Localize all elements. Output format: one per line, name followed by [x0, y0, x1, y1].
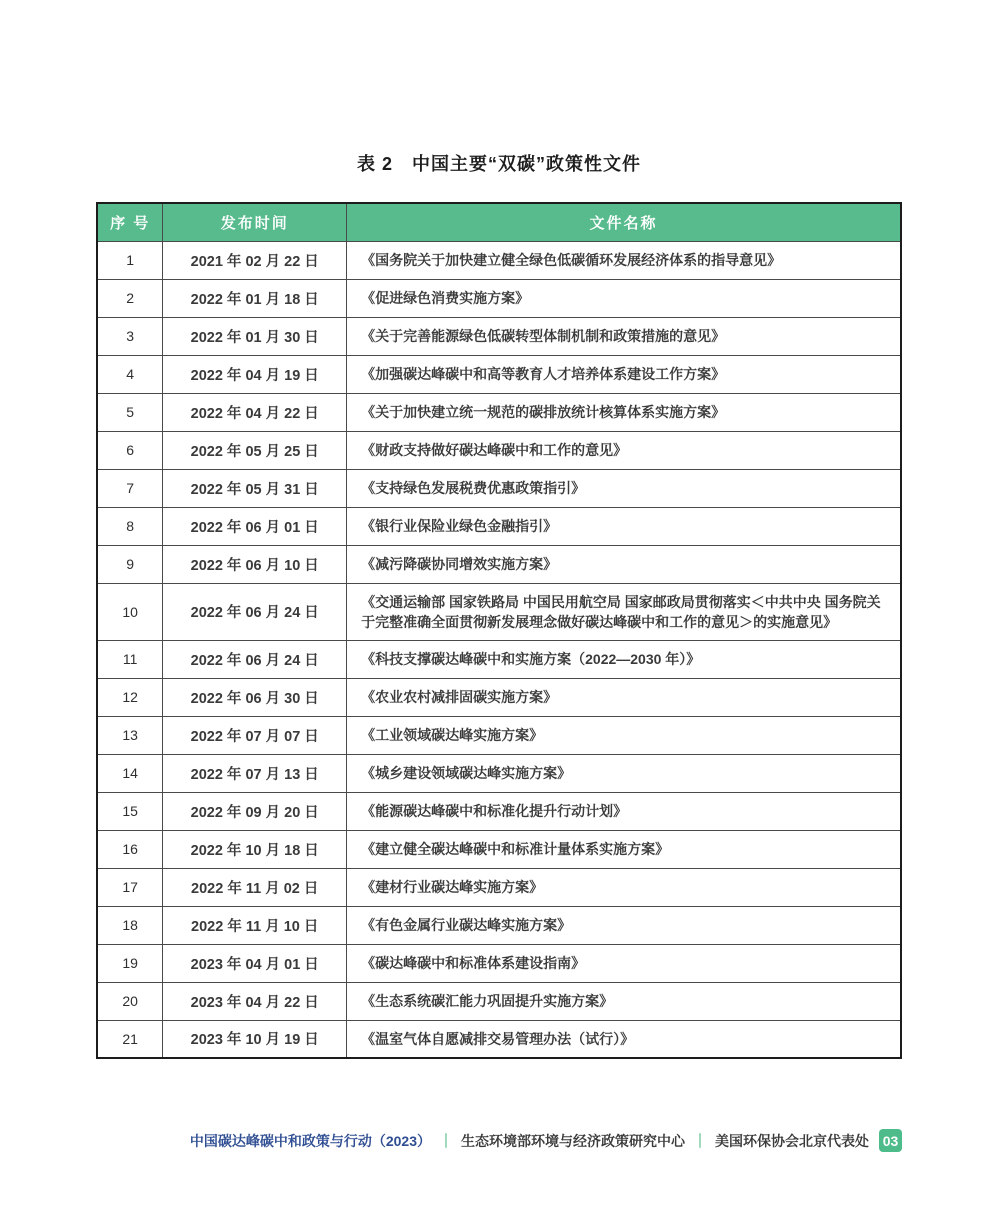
document-name-cell: 《生态系统碳汇能力巩固提升实施方案》: [347, 982, 901, 1020]
table-row: [97, 241, 901, 279]
table-row: [97, 469, 901, 507]
row-number-cell: 17: [97, 868, 163, 906]
table-body: [97, 241, 901, 1058]
document-name-cell: 《财政支持做好碳达峰碳中和工作的意见》: [347, 431, 901, 469]
table-row: [97, 944, 901, 982]
release-date-cell: 2022 年 10 月 18 日: [163, 830, 347, 868]
header-serial-number: 序 号: [97, 203, 163, 241]
release-date-cell: 2022 年 06 月 01 日: [163, 507, 347, 545]
table-row: [97, 982, 901, 1020]
row-number-cell: 7: [97, 469, 163, 507]
document-name-cell: 《关于完善能源绿色低碳转型体制机制和政策措施的意见》: [347, 317, 901, 355]
release-date-cell: 2021 年 02 月 22 日: [163, 241, 347, 279]
document-name-cell: 《有色金属行业碳达峰实施方案》: [347, 906, 901, 944]
table-row: [97, 507, 901, 545]
row-number-cell: 18: [97, 906, 163, 944]
table-row: [97, 545, 901, 583]
table-row: [97, 868, 901, 906]
document-name-cell: 《建材行业碳达峰实施方案》: [347, 868, 901, 906]
release-date-cell: 2022 年 01 月 18 日: [163, 279, 347, 317]
release-date-cell: 2023 年 10 月 19 日: [163, 1020, 347, 1058]
row-number-cell: 15: [97, 792, 163, 830]
table-row: [97, 431, 901, 469]
table-row: [97, 355, 901, 393]
document-name-cell: 《碳达峰碳中和标准体系建设指南》: [347, 944, 901, 982]
document-name-cell: 《能源碳达峰碳中和标准化提升行动计划》: [347, 792, 901, 830]
document-name-cell: 《农业农村减排固碳实施方案》: [347, 678, 901, 716]
row-number-cell: 14: [97, 754, 163, 792]
release-date-cell: 2022 年 07 月 13 日: [163, 754, 347, 792]
table-row: [97, 317, 901, 355]
release-date-cell: 2022 年 01 月 30 日: [163, 317, 347, 355]
table-row: [97, 678, 901, 716]
document-name-cell: 《加强碳达峰碳中和高等教育人才培养体系建设工作方案》: [347, 355, 901, 393]
document-name-cell: 《交通运输部 国家铁路局 中国民用航空局 国家邮政局贯彻落实＜中共中央 国务院关于完整准确全面贯彻新发展理念做好碳达峰碳中和工作的意见＞的实施意见》: [347, 583, 901, 640]
policy-documents-table: [96, 202, 902, 1059]
document-name-cell: 《关于加快建立统一规范的碳排放统计核算体系实施方案》: [347, 393, 901, 431]
document-name-cell: 《减污降碳协同增效实施方案》: [347, 545, 901, 583]
document-name-cell: 《国务院关于加快建立健全绿色低碳循环发展经济体系的指导意见》: [347, 241, 901, 279]
table-row: [97, 279, 901, 317]
row-number-cell: 13: [97, 716, 163, 754]
document-name-cell: 《温室气体自愿减排交易管理办法（试行）》: [347, 1020, 901, 1058]
row-number-cell: 1: [97, 241, 163, 279]
document-name-cell: 《建立健全碳达峰碳中和标准计量体系实施方案》: [347, 830, 901, 868]
table-row: [97, 754, 901, 792]
row-number-cell: 10: [97, 583, 163, 640]
footer-org-edf-beijing: 美国环保协会北京代表处: [715, 1132, 869, 1149]
release-date-cell: 2022 年 06 月 10 日: [163, 545, 347, 583]
page-number-badge: 03: [879, 1129, 902, 1152]
header-document-name: 文件名称: [347, 203, 901, 241]
row-number-cell: 8: [97, 507, 163, 545]
row-number-cell: 19: [97, 944, 163, 982]
row-number-cell: 20: [97, 982, 163, 1020]
table-row: [97, 906, 901, 944]
table-row: [97, 830, 901, 868]
footer-separator: ｜: [693, 1132, 707, 1149]
footer-org-policy-research-center: 生态环境部环境与经济政策研究中心: [461, 1132, 685, 1149]
header-release-date: 发布时间: [163, 203, 347, 241]
document-name-cell: 《促进绿色消费实施方案》: [347, 279, 901, 317]
row-number-cell: 12: [97, 678, 163, 716]
release-date-cell: 2022 年 05 月 31 日: [163, 469, 347, 507]
release-date-cell: 2022 年 07 月 07 日: [163, 716, 347, 754]
row-number-cell: 11: [97, 640, 163, 678]
release-date-cell: 2022 年 09 月 20 日: [163, 792, 347, 830]
row-number-cell: 2: [97, 279, 163, 317]
footer-report-title: 中国碳达峰碳中和政策与行动（2023）: [189, 1132, 431, 1149]
document-name-cell: 《支持绿色发展税费优惠政策指引》: [347, 469, 901, 507]
row-number-cell: 4: [97, 355, 163, 393]
row-number-cell: 5: [97, 393, 163, 431]
release-date-cell: 2023 年 04 月 01 日: [163, 944, 347, 982]
page-footer: [0, 1129, 902, 1152]
document-name-cell: 《城乡建设领域碳达峰实施方案》: [347, 754, 901, 792]
table-row: [97, 716, 901, 754]
table-title: 表 2 中国主要“双碳”政策性文件: [356, 154, 641, 174]
document-name-cell: 《科技支撑碳达峰碳中和实施方案（2022—2030 年）》: [347, 640, 901, 678]
release-date-cell: 2022 年 06 月 24 日: [163, 640, 347, 678]
table-row: [97, 583, 901, 640]
release-date-cell: 2022 年 06 月 24 日: [163, 583, 347, 640]
table-row: [97, 1020, 901, 1058]
row-number-cell: 6: [97, 431, 163, 469]
release-date-cell: 2022 年 04 月 22 日: [163, 393, 347, 431]
release-date-cell: 2022 年 06 月 30 日: [163, 678, 347, 716]
table-header-row: [97, 203, 901, 241]
table-row: [97, 393, 901, 431]
release-date-cell: 2022 年 11 月 10 日: [163, 906, 347, 944]
row-number-cell: 3: [97, 317, 163, 355]
row-number-cell: 21: [97, 1020, 163, 1058]
release-date-cell: 2022 年 04 月 19 日: [163, 355, 347, 393]
table-row: [97, 792, 901, 830]
row-number-cell: 16: [97, 830, 163, 868]
table-row: [97, 640, 901, 678]
row-number-cell: 9: [97, 545, 163, 583]
document-name-cell: 《工业领域碳达峰实施方案》: [347, 716, 901, 754]
document-name-cell: 《银行业保险业绿色金融指引》: [347, 507, 901, 545]
release-date-cell: 2022 年 11 月 02 日: [163, 868, 347, 906]
release-date-cell: 2023 年 04 月 22 日: [163, 982, 347, 1020]
release-date-cell: 2022 年 05 月 25 日: [163, 431, 347, 469]
footer-separator: ｜: [439, 1132, 453, 1149]
